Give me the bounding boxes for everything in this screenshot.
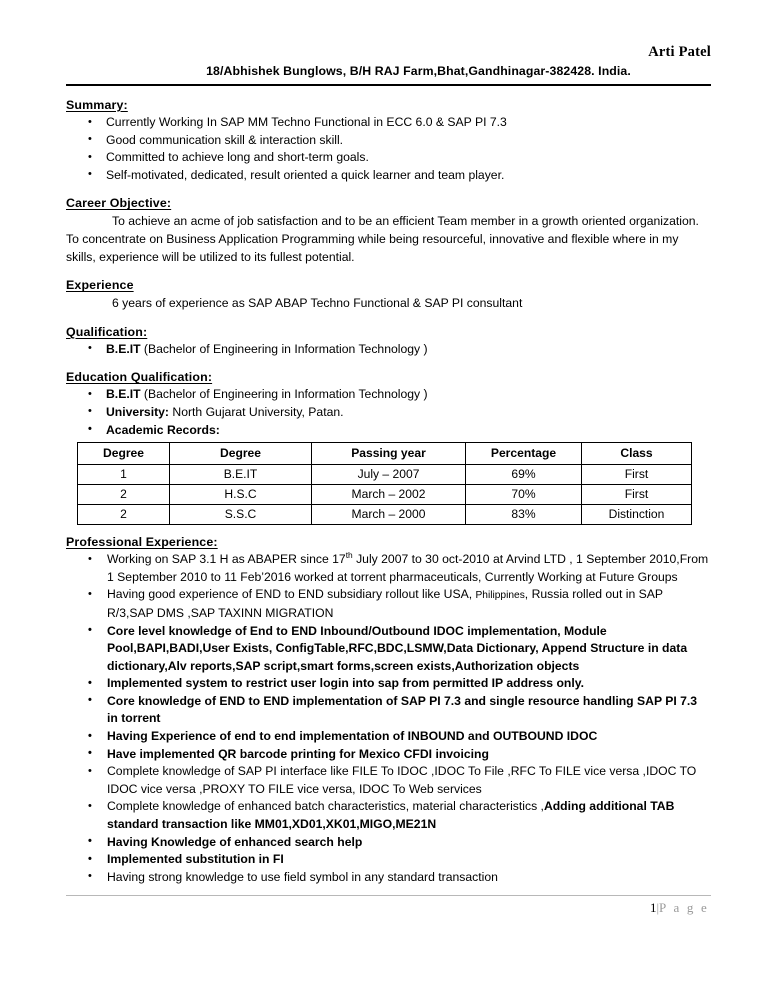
list-item: • Implemented system to restrict user login into sap from permitted IP address only. bbox=[66, 675, 711, 693]
career-objective-body: To achieve an acme of job satisfaction and to be an efficient Team member in a growth oriented organization. To concentrate on Business Application Programming while being resourceful, innovative and flexible where in my skills, experience will be utilized to its fullest potential. bbox=[66, 214, 699, 264]
table-row bbox=[78, 505, 692, 525]
exp-item1-pre: Working on SAP 3.1 H as ABAPER since 17 bbox=[107, 552, 346, 567]
table-cell: March – 2000 bbox=[312, 505, 466, 525]
list-item: • Committed to achieve long and short-term goals. bbox=[66, 149, 711, 167]
table-cell: 83% bbox=[466, 505, 582, 525]
table-cell: July – 2007 bbox=[312, 465, 466, 485]
page-footer bbox=[66, 899, 711, 917]
document-header bbox=[66, 44, 711, 86]
table-row bbox=[78, 485, 692, 505]
table-header-row bbox=[78, 443, 692, 465]
list-item bbox=[66, 551, 711, 586]
exp-item2-pre: Having good experience of END to END subsidiary rollout like USA, bbox=[107, 587, 476, 602]
table-cell: 2 bbox=[78, 505, 170, 525]
university-value: North Gujarat University, Patan. bbox=[169, 404, 344, 419]
list-item: • Self-motivated, dedicated, result oriented a quick learner and team player. bbox=[66, 167, 711, 185]
career-objective-text bbox=[66, 213, 711, 266]
education-degree: B.E.IT bbox=[106, 387, 141, 402]
list-item: • Core level knowledge of End to END Inbound/Outbound IDOC implementation, Module Pool,BAPI,BADI,User Exists, ConfigTable,RFC,BDC,LSMW,Data Dictionary, Append Structure in data dictionary,Alv reports,SAP script,smart forms,screen exists,Authorization objects bbox=[66, 623, 711, 676]
exp-item2-country: Philippines bbox=[475, 590, 525, 602]
table-cell: First bbox=[582, 485, 692, 505]
table-cell: 69% bbox=[466, 465, 582, 485]
column-header: Degree bbox=[78, 443, 170, 465]
table-row bbox=[78, 465, 692, 485]
qualification-degree-detail: (Bachelor of Engineering in Information Technology ) bbox=[140, 341, 428, 356]
university-label: University: bbox=[106, 404, 169, 419]
list-item bbox=[66, 586, 711, 622]
list-item: • Having Experience of end to end implementation of INBOUND and OUTBOUND IDOC bbox=[66, 728, 711, 746]
summary-list bbox=[66, 114, 711, 184]
career-objective-heading: Career Objective: bbox=[66, 196, 172, 211]
table-cell: 2 bbox=[78, 485, 170, 505]
list-item bbox=[66, 341, 711, 359]
column-header: Degree bbox=[170, 443, 312, 465]
footer-divider bbox=[66, 895, 711, 896]
table-cell: First bbox=[582, 465, 692, 485]
column-header: Class bbox=[582, 443, 692, 465]
ordinal-suffix: th bbox=[345, 550, 353, 561]
education-list bbox=[66, 386, 711, 439]
candidate-name: Arti Patel bbox=[648, 44, 711, 60]
list-item: • Have implemented QR barcode printing for Mexico CFDI invoicing bbox=[66, 746, 711, 764]
list-item bbox=[66, 798, 711, 833]
qualification-degree: B.E.IT bbox=[106, 341, 141, 356]
table-cell: Distinction bbox=[582, 505, 692, 525]
exp-item9-pre: Complete knowledge of enhanced batch characteristics, material characteristics , bbox=[107, 799, 544, 814]
exp-item1-post: July 2007 to 30 oct-2010 at Arvind LTD , 1 September 2010,From 1 September 2010 to 11 Feb’2016 worked at torrent pharmaceuticals, Currently Working at Future Groups bbox=[107, 552, 709, 584]
table-cell: H.S.C bbox=[170, 485, 312, 505]
list-item: • Core knowledge of END to END implementation of SAP PI 7.3 and single resource handling SAP PI 7.3 in torrent bbox=[66, 693, 711, 728]
column-header: Percentage bbox=[466, 443, 582, 465]
summary-heading: Summary: bbox=[66, 98, 128, 112]
list-item: • Good communication skill & interaction skill. bbox=[66, 132, 711, 150]
table-cell: 1 bbox=[78, 465, 170, 485]
exp-item2-post: , Russia rolled out in SAP R/3,SAP DMS ,SAP TAXINN MIGRATION bbox=[107, 587, 663, 620]
exp-item9-bold: Adding additional TAB standard transaction like MM01,XD01,XK01,MIGO,ME21N bbox=[107, 799, 675, 832]
table-cell: 70% bbox=[466, 485, 582, 505]
list-item bbox=[66, 386, 711, 404]
page-number: 1 bbox=[649, 900, 657, 916]
page-content bbox=[66, 44, 711, 917]
list-item: • Having strong knowledge to use field symbol in any standard transaction bbox=[66, 869, 711, 887]
list-item: • Implemented substitution in FI bbox=[66, 851, 711, 869]
page-label: P a g e bbox=[659, 900, 709, 916]
education-heading: Education Qualification: bbox=[66, 370, 213, 385]
list-item: • Academic Records: bbox=[66, 422, 711, 440]
table-cell: S.S.C bbox=[170, 505, 312, 525]
academic-records-table bbox=[77, 442, 692, 525]
table-cell: B.E.IT bbox=[170, 465, 312, 485]
header-divider bbox=[66, 84, 711, 86]
education-degree-detail: (Bachelor of Engineering in Information Technology ) bbox=[140, 387, 428, 402]
qualification-heading: Qualification: bbox=[66, 324, 148, 339]
candidate-address: 18/Abhishek Bunglows, B/H RAJ Farm,Bhat,Gandhinagar-382428. India. bbox=[206, 64, 631, 78]
footer-separator: | bbox=[656, 900, 660, 916]
list-item: • Complete knowledge of SAP PI interface like FILE To IDOC ,IDOC To File ,RFC To FILE vice versa ,IDOC TO IDOC vice versa ,PROXY TO FILE vice versa, IDOC To Web services bbox=[66, 763, 711, 798]
experience-heading: Experience bbox=[66, 278, 134, 293]
experience-text: 6 years of experience as SAP ABAP Techno Functional & SAP PI consultant bbox=[112, 296, 523, 311]
list-item: • Having Knowledge of enhanced search help bbox=[66, 834, 711, 852]
professional-experience-list bbox=[66, 551, 711, 886]
column-header: Passing year bbox=[312, 443, 466, 465]
list-item: • Currently Working In SAP MM Techno Functional in ECC 6.0 & SAP PI 7.3 bbox=[66, 114, 711, 132]
qualification-list bbox=[66, 341, 711, 359]
list-item bbox=[66, 404, 711, 422]
professional-experience-heading: Professional Experience: bbox=[66, 535, 218, 550]
table-cell: March – 2002 bbox=[312, 485, 466, 505]
